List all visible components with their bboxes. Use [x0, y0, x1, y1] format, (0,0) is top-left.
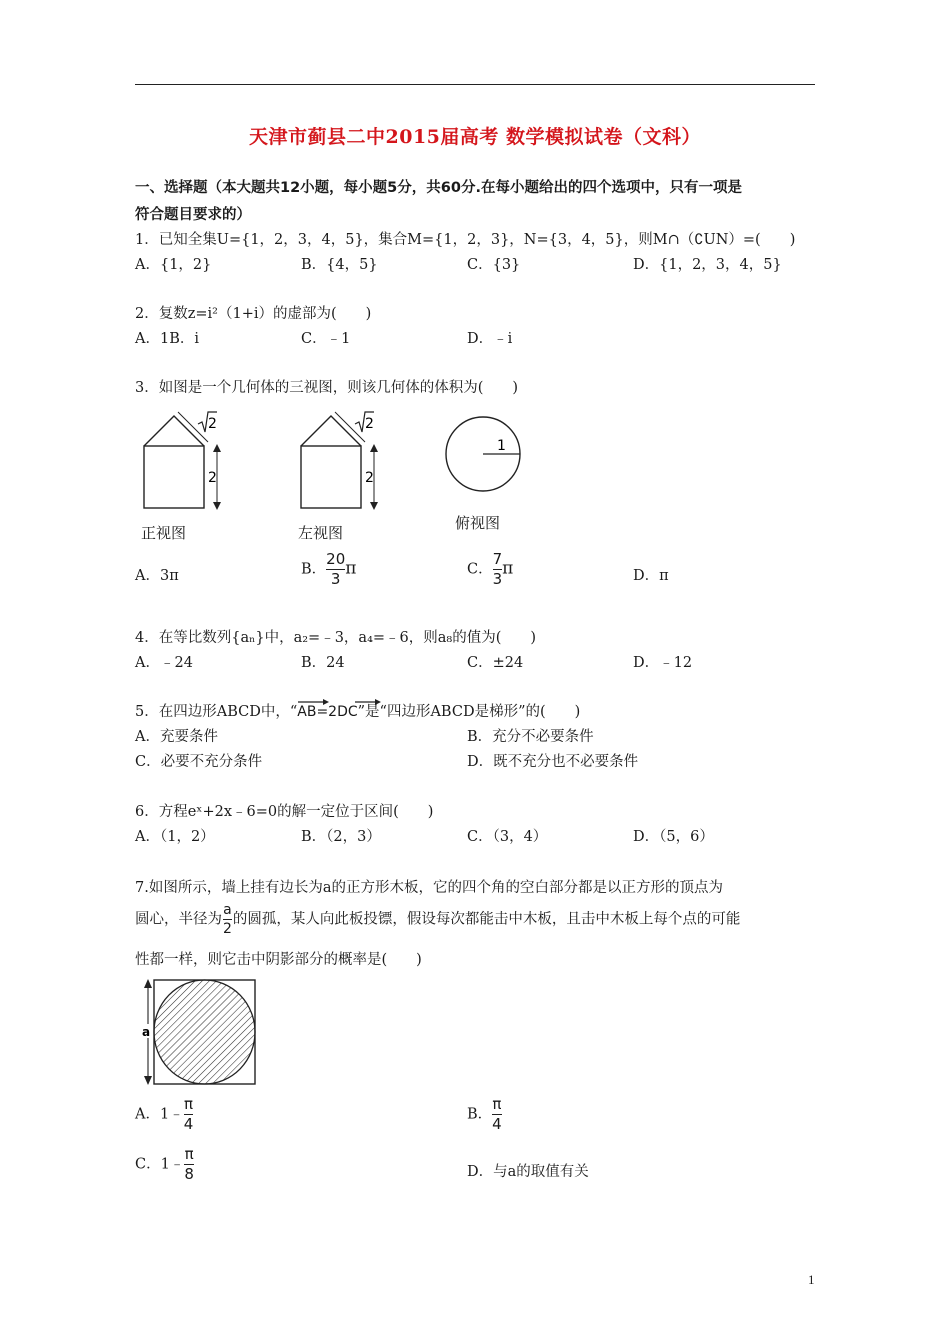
- q4-option-a: A．﹣24: [135, 655, 193, 671]
- q3-option-b: B． $\frac{20}{3}$ π: [301, 550, 357, 589]
- q7-option-c: C．1﹣ $\frac{\pi}{8}$: [135, 1145, 194, 1184]
- q5-stem: 5．在四边形ABCD中，“ AB=2DC”是“四边形ABCD是梯形”的( ): [135, 700, 580, 721]
- q2-option-c: C．﹣1: [301, 331, 351, 347]
- q7-option-b: B． $\frac{\pi}{4}$: [467, 1095, 502, 1134]
- q4-option-d: D．﹣12: [633, 655, 693, 671]
- page-number: 1: [808, 1272, 815, 1287]
- q7-stem-line3: 性都一样，则它击中阴影部分的概率是( ): [135, 952, 422, 968]
- q4-stem: 4．在等比数列{aₙ}中，a₂=﹣3，a₄=﹣6，则a₈的值为( ): [135, 630, 537, 646]
- q4-option-b: B．24: [301, 655, 345, 671]
- q2-option-d: D．﹣i: [467, 331, 513, 347]
- side-sqrt2-label: 2: [365, 416, 374, 432]
- q5-option-c: C．必要不充分条件: [135, 754, 263, 770]
- q6-option-b: B．（2，3）: [301, 829, 381, 845]
- q5-vector-expression: AB=2DC: [297, 704, 357, 720]
- section-heading-line1: 一、选择题（本大题共12小题，每小题5分，共60分.在每小题给出的四个选项中，只有一项是: [135, 180, 742, 196]
- front-view-label: 正视图: [141, 524, 187, 542]
- q5-option-d: D．既不充分也不必要条件: [467, 754, 639, 770]
- q6-option-a: A．（1，2）: [135, 829, 215, 845]
- q1-option-a: A．{1，2}: [135, 257, 212, 273]
- side-length-label: a: [142, 1025, 151, 1039]
- q7-stem-line1: 7.如图所示，墙上挂有边长为a的正方形木板，它的四个角的空白部分都是以正方形的顶点为: [135, 880, 723, 896]
- q3-option-a: A．3π: [135, 568, 179, 584]
- top-view: [446, 417, 520, 491]
- front-view: [144, 412, 221, 510]
- section-heading-line2: 符合题目要求的）: [135, 207, 251, 223]
- q2-option-ab: A．1B．i: [135, 331, 199, 347]
- q7-stem-line2: 圆心，半径为 $\frac{a}{2}$ 的圆孤，某人向此板投镖，假设每次都能击中木板，且击中木板上每个点的可能: [135, 902, 741, 938]
- front-height-label: 2: [208, 470, 217, 486]
- q6-option-c: C．（3，4）: [467, 829, 548, 845]
- front-sqrt2-label: 2: [208, 416, 217, 432]
- q6-option-d: D．（5，6）: [633, 829, 714, 845]
- shaded-region: [154, 980, 255, 1084]
- side-view-label: 左视图: [298, 524, 344, 542]
- header-rule: [135, 84, 815, 85]
- q7-option-a: A．1﹣ $\frac{\pi}{4}$: [135, 1095, 194, 1134]
- q6-stem: 6．方程eˣ+2x﹣6=0的解一定位于区间( ): [135, 804, 434, 820]
- q1-stem: 1．已知全集U={1，2，3，4，5}，集合M={1，2，3}，N={3，4，5}，则M∩（∁UN）=( ): [135, 232, 796, 248]
- top-view-label: 俯视图: [455, 514, 501, 532]
- q3-option-c: C． $\frac{7}{3}$ π: [467, 550, 514, 589]
- side-view: [301, 412, 378, 510]
- q5-option-b: B．充分不必要条件: [467, 729, 594, 745]
- q4-option-c: C．±24: [467, 655, 524, 671]
- side-height-label: 2: [365, 470, 374, 486]
- q2-stem: 2．复数z=i²（1+i）的虚部为( ): [135, 306, 372, 322]
- q1-option-b: B．{4，5}: [301, 257, 378, 273]
- q3-stem: 3．如图是一个几何体的三视图，则该几何体的体积为( ): [135, 380, 519, 396]
- page-title: 天津市蓟县二中2015届高考 数学模拟试卷（文科）: [249, 126, 701, 148]
- dartboard-figure: [134, 978, 260, 1090]
- q1-option-d: D．{1，2，3，4，5}: [633, 257, 782, 273]
- q3-option-d: D．π: [633, 568, 669, 584]
- q1-option-c: C．{3}: [467, 257, 521, 273]
- top-radius-label: 1: [497, 438, 506, 454]
- q5-option-a: A．充要条件: [135, 729, 218, 745]
- q7-option-d: D．与a的取值有关: [467, 1164, 589, 1180]
